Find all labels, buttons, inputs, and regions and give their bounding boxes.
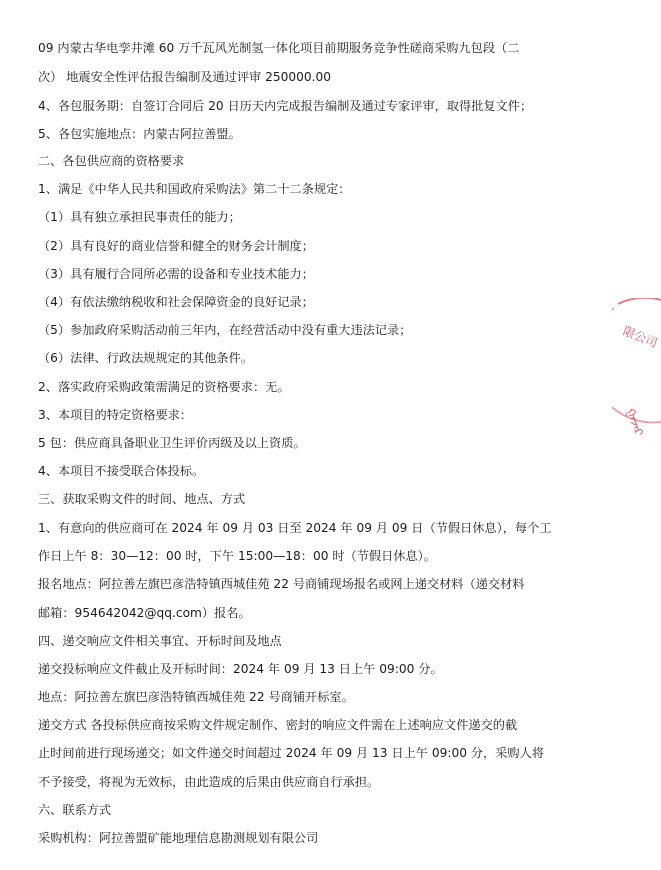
text-line-1: 09 内蒙古华电孪井滩 60 万千瓦风光制氢一体化项目前期服务竞争性磋商采购九包段（二 (38, 41, 520, 55)
text-line-21: 邮箱：954642042@qq.com）报名。 (38, 606, 251, 620)
text-line-16: 4、本项目不接受联合体投标。 (38, 464, 205, 478)
text-line-10: （4）有依法缴纳税收和社会保障资金的良好记录； (38, 295, 314, 309)
text-line-25: 递交方式 各投标供应商按采购文件规定制作、密封的响应文件需在上述响应文件递交的截 (38, 718, 518, 732)
text-line-6: 1、满足《中华人民共和国政府采购法》第二十二条规定： (38, 182, 351, 196)
text-line-11: （5）参加政府采购活动前三年内，在经营活动中没有重大违法记录； (38, 323, 412, 337)
text-line-15: 5 包：供应商具备职业卫生评价丙级及以上资质。 (38, 436, 306, 450)
text-line-13: 2、落实政府采购政策需满足的资格要求：无。 (38, 380, 290, 394)
section-heading-acquisition: 三、获取采购文件的时间、地点、方式 (38, 492, 246, 506)
text-line-7: （1）具有独立承担民事责任的能力； (38, 210, 241, 224)
text-line-14: 3、本项目的特定资格要求： (38, 408, 193, 422)
stamp-lower-text: ᠭᠠᠵᠠᠷ (623, 406, 647, 438)
text-line-12: （6）法律、行政法规规定的其他条件。 (38, 351, 253, 365)
text-line-18: 1、有意向的供应商可在 2024 年 09 月 03 日至 2024 年 09 月 09 日（节假日休息），每个工 (38, 521, 552, 535)
text-line-24: 地点：阿拉善左旗巴彦浩特镇西城佳苑 22 号商铺开标室。 (38, 690, 354, 704)
text-line-9: （3）具有履行合同所必需的设备和专业技术能力； (38, 267, 314, 281)
text-line-19: 作日上午 8：30—12：00 时，下午 15:00—18：00 时（节假日休息）。 (38, 549, 436, 563)
text-line-3: 4、各包服务期：自签订合同后 20 日历天内完成报告编制及通过专家评审，取得批复文件； (38, 99, 533, 113)
text-line-29: 采购机构：阿拉善盟矿能地理信息勘测规划有限公司 (38, 831, 319, 845)
text-line-26: 止时间前进行现场递交；如文件递交时间超过 2024 年 09 月 13 日上午 09:00 分，采购人将 (38, 746, 544, 760)
text-line-4: 5、各包实施地点：内蒙古阿拉善盟。 (38, 127, 241, 141)
text-line-8: （2）具有良好的商业信誉和健全的财务会计制度； (38, 239, 314, 253)
text-line-2: 次） 地震安全性评估报告编制及通过评审 250000.00 (38, 70, 332, 84)
stamp-upper-text: 限公司 (620, 323, 660, 351)
text-line-27: 不予接受，将视为无效标，由此造成的后果由供应商自行承担。 (38, 775, 380, 789)
text-line-23: 递交投标响应文件截止及开标时间：2024 年 09 月 13 日上午 09:00 分。 (38, 662, 443, 676)
section-heading-qualifications: 二、各包供应商的资格要求 (38, 154, 185, 168)
text-line-20: 报名地点：阿拉善左旗巴彦浩特镇西城佳苑 22 号商铺现场报名或网上递交材料（递交材料 (38, 577, 525, 591)
section-heading-contact: 六、联系方式 (38, 803, 112, 817)
section-heading-submission: 四、递交响应文件相关事宜、开标时间及地点 (38, 634, 282, 648)
company-seal-stamp (612, 298, 661, 448)
